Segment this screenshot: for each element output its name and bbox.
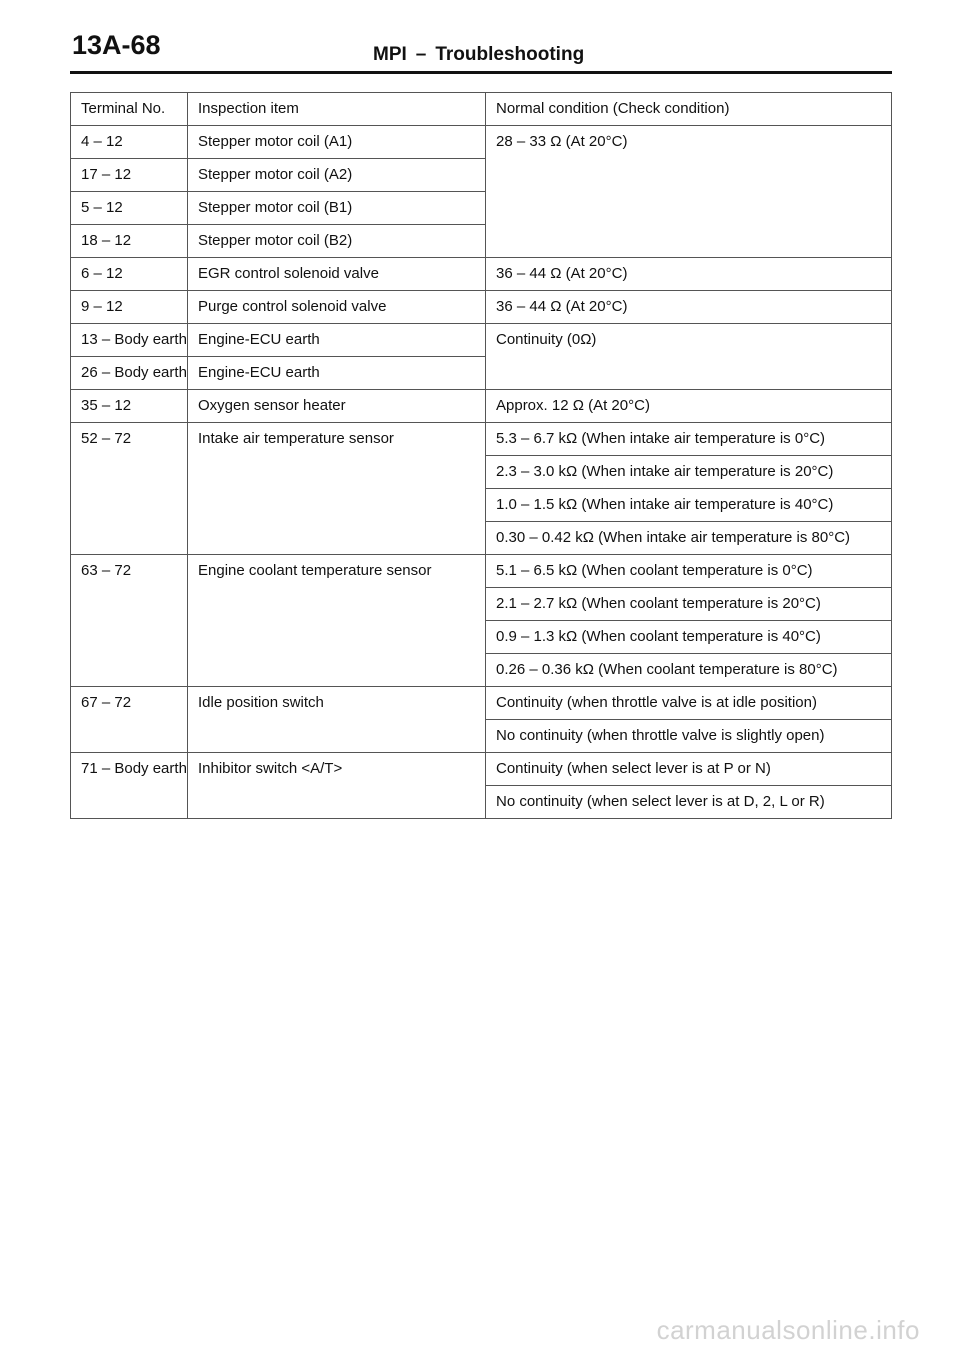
table-row <box>71 555 892 588</box>
terminal-cell: 17 – 12 <box>71 159 188 192</box>
header-rule <box>70 71 892 74</box>
condition-cell: Continuity (0Ω) <box>486 324 892 390</box>
condition-cell: 0.26 – 0.36 kΩ (When coolant temperature is 80°C) <box>486 654 892 687</box>
section-name: MPI <box>373 44 407 65</box>
table-row <box>71 324 892 357</box>
condition-cell: 2.1 – 2.7 kΩ (When coolant temperature is 20°C) <box>486 588 892 621</box>
condition-cell: 0.9 – 1.3 kΩ (When coolant temperature is 40°C) <box>486 621 892 654</box>
inspection-table <box>70 92 892 819</box>
terminal-cell: 13 – Body earth <box>71 324 188 357</box>
item-cell: Stepper motor coil (B1) <box>188 192 486 225</box>
item-cell: Purge control solenoid valve <box>188 291 486 324</box>
item-cell: EGR control solenoid valve <box>188 258 486 291</box>
item-cell: Inhibitor switch <A/T> <box>188 753 486 819</box>
page-title <box>373 44 584 66</box>
item-cell: Intake air temperature sensor <box>188 423 486 555</box>
column-header-item: Inspection item <box>188 93 486 126</box>
terminal-cell: 5 – 12 <box>71 192 188 225</box>
page-number: 13A-68 <box>72 30 161 60</box>
condition-cell: 0.30 – 0.42 kΩ (When intake air temperature is 80°C) <box>486 522 892 555</box>
terminal-cell: 52 – 72 <box>71 423 188 555</box>
condition-cell: Approx. 12 Ω (At 20°C) <box>486 390 892 423</box>
item-cell: Stepper motor coil (A2) <box>188 159 486 192</box>
table-row <box>71 126 892 159</box>
table-row <box>71 390 892 423</box>
title-dash: – <box>415 44 427 65</box>
terminal-cell: 18 – 12 <box>71 225 188 258</box>
watermark: carmanualsonline.info <box>656 1315 920 1345</box>
terminal-cell: 6 – 12 <box>71 258 188 291</box>
terminal-cell: 35 – 12 <box>71 390 188 423</box>
condition-cell: 36 – 44 Ω (At 20°C) <box>486 291 892 324</box>
terminal-cell: 63 – 72 <box>71 555 188 687</box>
item-cell: Stepper motor coil (A1) <box>188 126 486 159</box>
condition-cell: 5.1 – 6.5 kΩ (When coolant temperature is 0°C) <box>486 555 892 588</box>
terminal-cell: 9 – 12 <box>71 291 188 324</box>
table-row <box>71 423 892 456</box>
table-row <box>71 753 892 786</box>
condition-cell: 1.0 – 1.5 kΩ (When intake air temperature is 40°C) <box>486 489 892 522</box>
item-cell: Engine-ECU earth <box>188 324 486 357</box>
condition-cell: 2.3 – 3.0 kΩ (When intake air temperature is 20°C) <box>486 456 892 489</box>
condition-cell: No continuity (when select lever is at D, 2, L or R) <box>486 786 892 819</box>
condition-cell: 5.3 – 6.7 kΩ (When intake air temperature is 0°C) <box>486 423 892 456</box>
column-header-condition: Normal condition (Check condition) <box>486 93 892 126</box>
terminal-cell: 67 – 72 <box>71 687 188 753</box>
item-cell: Idle position switch <box>188 687 486 753</box>
table-row <box>71 687 892 720</box>
condition-cell: Continuity (when select lever is at P or N) <box>486 753 892 786</box>
condition-cell: Continuity (when throttle valve is at idle position) <box>486 687 892 720</box>
condition-cell: 36 – 44 Ω (At 20°C) <box>486 258 892 291</box>
terminal-cell: 71 – Body earth <box>71 753 188 819</box>
terminal-cell: 4 – 12 <box>71 126 188 159</box>
subsection-name: Troubleshooting <box>435 44 585 65</box>
table-header-row <box>71 93 892 126</box>
column-header-terminal: Terminal No. <box>71 93 188 126</box>
condition-cell: No continuity (when throttle valve is slightly open) <box>486 720 892 753</box>
table-row <box>71 291 892 324</box>
item-cell: Stepper motor coil (B2) <box>188 225 486 258</box>
item-cell: Engine-ECU earth <box>188 357 486 390</box>
terminal-cell: 26 – Body earth <box>71 357 188 390</box>
item-cell: Oxygen sensor heater <box>188 390 486 423</box>
item-cell: Engine coolant temperature sensor <box>188 555 486 687</box>
condition-cell: 28 – 33 Ω (At 20°C) <box>486 126 892 258</box>
table-row <box>71 258 892 291</box>
